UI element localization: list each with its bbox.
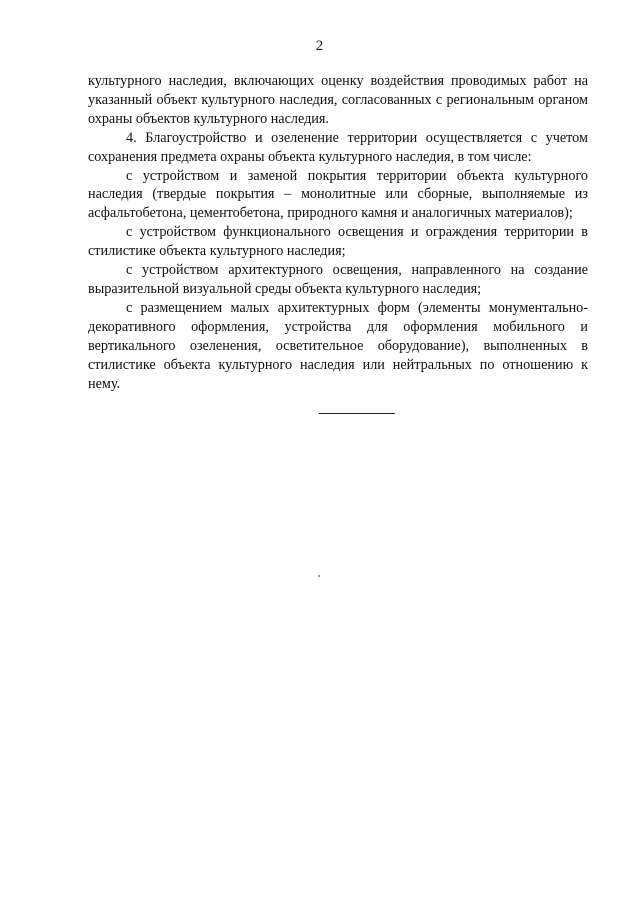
paragraph-continuation: культурного наследия, включающих оценку воздействия проводимых работ на указанный объект культурного наследия, согласованных с региональным органом охраны объектов культурного наследия. bbox=[88, 73, 588, 127]
scan-speck bbox=[318, 575, 320, 577]
paragraph-surface-coverage: с устройством и заменой покрытия территории объекта культурного наследия (твердые покрытия – монолитные или сборные, выполняемые из асфальтобетона, цементобетона, природного камня и аналогичных материалов); bbox=[88, 167, 588, 222]
paragraph-functional-lighting: с устройством функционального освещения и ограждения территории в стилистике объекта культурного наследия; bbox=[88, 224, 588, 260]
document-body bbox=[88, 72, 588, 393]
paragraph-architectural-lighting: с устройством архитектурного освещения, направленного на создание выразительной визуальной среды объекта культурного наследия; bbox=[88, 262, 588, 297]
page-number: 2 bbox=[315, 38, 324, 54]
paragraph-item-4: 4. Благоустройство и озеленение территории осуществляется с учетом сохранения предмета охраны объекта культурного наследия, в том числе: bbox=[88, 129, 588, 165]
paragraph-small-architectural-forms: с размещением малых архитектурных форм (элементы монументально-декоративного оформления, устройства для оформления мобильного и вертикального озеленения, осветительное оборудование), выполненных в стилистике объекта культурного наследия или нейтральных по отношению к нему. bbox=[88, 299, 588, 392]
end-divider-line bbox=[319, 413, 395, 414]
